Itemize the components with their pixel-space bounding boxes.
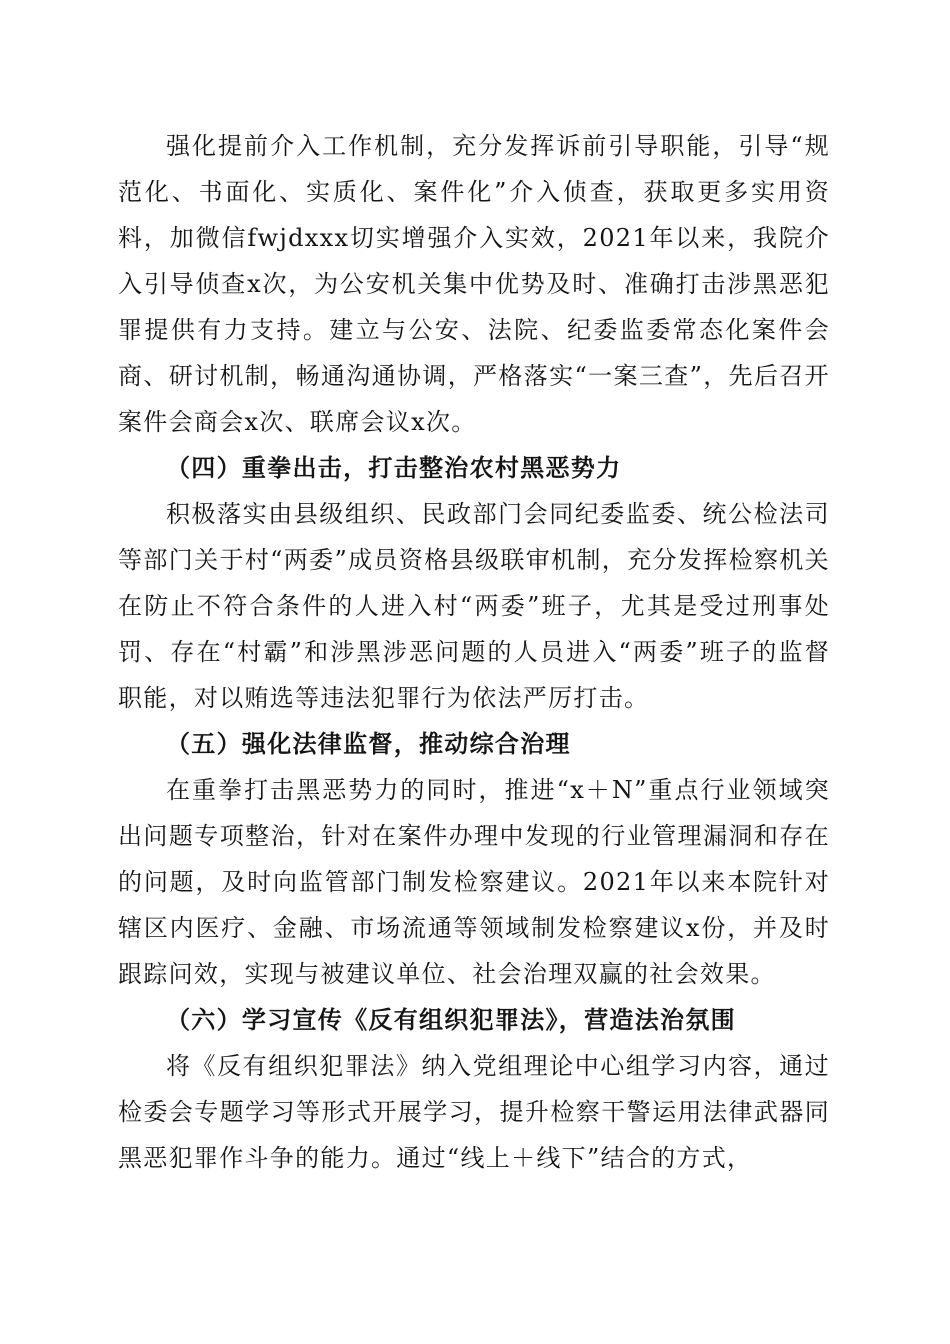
paragraph-law-study: 将《反有组织犯罪法》纳入党组理论中心组学习内容，通过检委会专题学习等形式开展学习，提升检察干警运用法律武器同黑恶犯罪作斗争的能力。通过“线上＋线下”结合的方式， (118, 1052, 830, 1172)
section-heading-6: （六）学习宣传《反有组织犯罪法》，营造法治氛围 (166, 1005, 736, 1034)
paragraph-intervention-mechanism: 强化提前介入工作机制，充分发挥诉前引导职能，引导“规范化、书面化、实质化、案件化”介入侦查，获取更多实用资料，加微信fwjdxxx切实增强介入实效，2021年以来，我院介入引导侦查x次，为公安机关集中优势及时、准确打击涉黑恶犯罪提供有力支持。建立与公安、法院、纪委监委常态化案件会商、研讨机制，畅通沟通协调，严格落实“一案三查”，先后召开案件会商会x次、联席会议x次。 (118, 132, 830, 436)
paragraph-rural-forces: 积极落实由县级组织、民政部门会同纪委监委、统公检法司等部门关于村“两委”成员资格县级联审机制，充分发挥检察机关在防止不符合条件的人进入村“两委”班子，尤其是受过刑事处罚、存在“村霸”和涉黑涉恶问题的人员进入“两委”班子的监督职能，对以贿选等违法犯罪行为依法严厉打击。 (118, 500, 830, 712)
document-body (118, 123, 830, 1181)
section-heading-5: （五）强化法律监督，推动综合治理 (166, 729, 571, 758)
paragraph-legal-supervision: 在重拳打击黑恶势力的同时，推进“x＋N”重点行业领域突出问题专项整治，针对在案件办理中发现的行业管理漏洞和存在的问题，及时向监管部门制发检察建议。2021年以来本院针对辖区内医疗、金融、市场流通等领域制发检察建议x份，并及时跟踪问效，实现与被建议单位、社会治理双赢的社会效果。 (118, 776, 830, 988)
section-heading-4: （四）重拳出击，打击整治农村黑恶势力 (166, 453, 622, 482)
